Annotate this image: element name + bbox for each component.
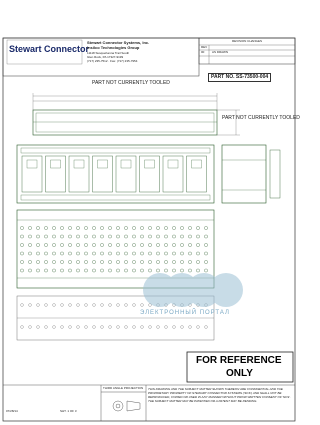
pin [68, 252, 71, 255]
pcb-hole [133, 326, 136, 329]
pcb-hole [109, 304, 112, 307]
pin [84, 226, 87, 229]
part-number: PART NO. SS-73500-004 [208, 73, 271, 82]
pin [36, 243, 39, 246]
pcb-hole [77, 304, 80, 307]
pin [60, 260, 63, 263]
pcb-hole [37, 304, 40, 307]
pin [44, 226, 47, 229]
port-latch [51, 160, 61, 168]
pin [188, 226, 191, 229]
pcb-hole-grid [21, 304, 208, 329]
pin [156, 243, 159, 246]
pcb-hole [93, 326, 96, 329]
pin [52, 269, 55, 272]
pin [28, 269, 31, 272]
pin [108, 269, 111, 272]
pin [172, 260, 175, 263]
pin [60, 252, 63, 255]
pcb-hole [101, 326, 104, 329]
pin [36, 235, 39, 238]
pcb-hole [77, 326, 80, 329]
pin [140, 235, 143, 238]
pin [156, 235, 159, 238]
pin [20, 226, 23, 229]
pin [124, 269, 127, 272]
pin [68, 243, 71, 246]
pin [108, 235, 111, 238]
pin [108, 243, 111, 246]
pin [116, 252, 119, 255]
pcb-hole [125, 304, 128, 307]
pcb-hole [37, 326, 40, 329]
pin [116, 269, 119, 272]
port-latch [74, 160, 84, 168]
pin [188, 235, 191, 238]
pin [60, 243, 63, 246]
pin [92, 226, 95, 229]
pin [148, 226, 151, 229]
port-latch [168, 160, 178, 168]
pcb-hole [133, 304, 136, 307]
pcb-hole [165, 326, 168, 329]
pcb-hole [173, 326, 176, 329]
pin [76, 252, 79, 255]
pin [52, 260, 55, 263]
pin [100, 260, 103, 263]
port-row [22, 156, 207, 192]
pcb-hole [69, 326, 72, 329]
port-opening [69, 156, 89, 192]
pin [124, 226, 127, 229]
pin [172, 269, 175, 272]
pin [180, 269, 183, 272]
pin [76, 260, 79, 263]
pin [172, 235, 175, 238]
drawing-date: 07/28/14 [6, 409, 18, 413]
port-opening [140, 156, 160, 192]
watermark-text: ЭЛЕКТРОННЫЙ ПОРТАЛ [140, 310, 230, 316]
pcb-hole [93, 304, 96, 307]
pin [140, 226, 143, 229]
pcb-hole [117, 326, 120, 329]
pin [116, 260, 119, 263]
pin [124, 252, 127, 255]
pin [68, 235, 71, 238]
pin [60, 269, 63, 272]
revision-header: REVISION CHANGES [232, 39, 263, 43]
pcb-hole [189, 326, 192, 329]
pcb-hole [53, 304, 56, 307]
pin [84, 252, 87, 255]
pin [20, 252, 23, 255]
pin [44, 260, 47, 263]
part-not-tooled-top: PART NOT CURRENTLY TOOLED [92, 80, 170, 86]
pin [92, 235, 95, 238]
pin [76, 226, 79, 229]
pin [180, 252, 183, 255]
pin [60, 235, 63, 238]
pin [36, 252, 39, 255]
projection-symbol [113, 401, 140, 411]
pin [28, 235, 31, 238]
pin [28, 243, 31, 246]
pin [132, 235, 135, 238]
pin [116, 226, 119, 229]
pcb-hole [21, 326, 24, 329]
pin [172, 243, 175, 246]
pin [100, 252, 103, 255]
pin [204, 235, 207, 238]
pin [60, 226, 63, 229]
pin [20, 269, 23, 272]
pcb-hole [45, 326, 48, 329]
pin [172, 252, 175, 255]
pin [188, 269, 191, 272]
revision-rev-value: 00 [201, 50, 205, 54]
pin [92, 252, 95, 255]
pin [36, 226, 39, 229]
company-address-1: 11118 Susquehanna Trail South [87, 51, 130, 55]
pcb-hole [85, 326, 88, 329]
pin [148, 243, 151, 246]
pin [76, 235, 79, 238]
pin [196, 269, 199, 272]
pin [52, 243, 55, 246]
pin [52, 226, 55, 229]
pin [100, 235, 103, 238]
company-address-2: Glen Rock, PA 17327-9199 [87, 55, 124, 59]
pin [44, 243, 47, 246]
revision-description: AS DRAWN [212, 50, 229, 54]
pin [44, 235, 47, 238]
pin [140, 260, 143, 263]
pin [164, 235, 167, 238]
pcb-hole [197, 326, 200, 329]
company-logo: Stewart Connector [9, 44, 90, 54]
port-opening [163, 156, 183, 192]
pin [84, 243, 87, 246]
pin [204, 269, 207, 272]
top-dimensions [33, 93, 240, 135]
port-latch [192, 160, 202, 168]
pin [164, 226, 167, 229]
pin [148, 269, 151, 272]
reference-line-1: FOR REFERENCE [196, 355, 282, 366]
pin [100, 243, 103, 246]
pin [156, 269, 159, 272]
pin [148, 252, 151, 255]
pcb-hole [69, 304, 72, 307]
port-opening [22, 156, 42, 192]
pin [196, 235, 199, 238]
port-opening [116, 156, 136, 192]
pcb-hole [149, 326, 152, 329]
pin [76, 269, 79, 272]
pin [100, 269, 103, 272]
pin [196, 226, 199, 229]
pin [140, 243, 143, 246]
pin [180, 226, 183, 229]
pin [188, 252, 191, 255]
pin [108, 252, 111, 255]
pin [84, 235, 87, 238]
proprietary-notice: THIS DRAWING AND THE SUBJECT MATTER SHOWN THEREON ARE CONFIDENTIAL AND THE PROPRIETARY PROPERTY OF STEWART CONNECTOR SYSTEMS ('SCS') AND SHALL NOT BE REPRODUCED, COPIED OR USED IN ANY MANNER WITHOUT PRIOR WRITTEN CONSENT OF 'SCS'. THE SUBJECT MATTER MAY BE PATENTED OR A PATENT MAY BE PENDING. [148, 387, 291, 403]
pin [28, 260, 31, 263]
pcb-hole [117, 304, 120, 307]
pin [132, 260, 135, 263]
pin [132, 269, 135, 272]
pcb-hole [205, 326, 208, 329]
pin [204, 243, 207, 246]
pin [164, 252, 167, 255]
pin [204, 252, 207, 255]
pin [44, 269, 47, 272]
reference-line-2: ONLY [226, 368, 253, 379]
pin [196, 243, 199, 246]
pin [100, 226, 103, 229]
pin [164, 260, 167, 263]
pin [36, 269, 39, 272]
pin [140, 269, 143, 272]
side-view [222, 145, 280, 203]
pin [92, 260, 95, 263]
pin [124, 243, 127, 246]
pin [28, 226, 31, 229]
pin [156, 260, 159, 263]
pin [52, 235, 55, 238]
port-latch [121, 160, 131, 168]
pcb-hole [109, 326, 112, 329]
pin [132, 226, 135, 229]
pin [196, 260, 199, 263]
pin [204, 260, 207, 263]
pcb-hole [85, 304, 88, 307]
pin [188, 260, 191, 263]
pcb-hole [21, 304, 24, 307]
company-name: Stewart Connector Systems, Inc. [87, 40, 150, 45]
pin [172, 226, 175, 229]
front-view [17, 145, 214, 203]
port-opening [187, 156, 207, 192]
projection-label: THIRD ANGLE PROJECTION [103, 386, 144, 390]
pin [116, 243, 119, 246]
watermark-logo [143, 273, 243, 307]
top-view [33, 110, 217, 135]
pin [196, 252, 199, 255]
pin [52, 252, 55, 255]
pin [148, 260, 151, 263]
part-not-tooled-right: PART NOT CURRENTLY TOOLED [222, 115, 300, 121]
pin [116, 235, 119, 238]
port-opening [93, 156, 113, 192]
pcb-hole [45, 304, 48, 307]
pin [84, 269, 87, 272]
pin [92, 243, 95, 246]
pin [188, 243, 191, 246]
pin [68, 269, 71, 272]
pin [76, 243, 79, 246]
pcb-hole [141, 304, 144, 307]
company-group: Insilco Technologies Group [87, 45, 140, 50]
pcb-hole [181, 326, 184, 329]
pcb-hole [53, 326, 56, 329]
pin [20, 243, 23, 246]
pin [20, 260, 23, 263]
pcb-hole [29, 326, 32, 329]
pcb-hole [101, 304, 104, 307]
pcb-hole [157, 326, 160, 329]
pin [156, 226, 159, 229]
company-phone: (717) 235-7512 · Fax: (717) 235-7954 [87, 59, 138, 63]
pcb-hole [61, 304, 64, 307]
pin [68, 226, 71, 229]
pcb-hole [125, 326, 128, 329]
pin [180, 260, 183, 263]
pcb-hole [141, 326, 144, 329]
pin [28, 252, 31, 255]
pin [140, 252, 143, 255]
port-latch [145, 160, 155, 168]
pcb-hole [61, 326, 64, 329]
pin [124, 235, 127, 238]
pcb-hole [29, 304, 32, 307]
pin [132, 252, 135, 255]
pin [148, 235, 151, 238]
pin [132, 243, 135, 246]
port-latch [98, 160, 108, 168]
pin [36, 260, 39, 263]
pin [180, 235, 183, 238]
pin [156, 252, 159, 255]
port-opening [46, 156, 66, 192]
revision-rev-label: REV [201, 45, 208, 49]
pin [92, 269, 95, 272]
pin [44, 252, 47, 255]
pin [68, 260, 71, 263]
pin-grid [20, 226, 207, 272]
pin [84, 260, 87, 263]
pin [180, 243, 183, 246]
pin [164, 243, 167, 246]
pin [164, 269, 167, 272]
sheet-number: SHT. 1 OF 3 [60, 409, 77, 413]
pin [20, 235, 23, 238]
pin [108, 226, 111, 229]
pin [204, 226, 207, 229]
port-latch [27, 160, 37, 168]
pin [108, 260, 111, 263]
pin [124, 260, 127, 263]
